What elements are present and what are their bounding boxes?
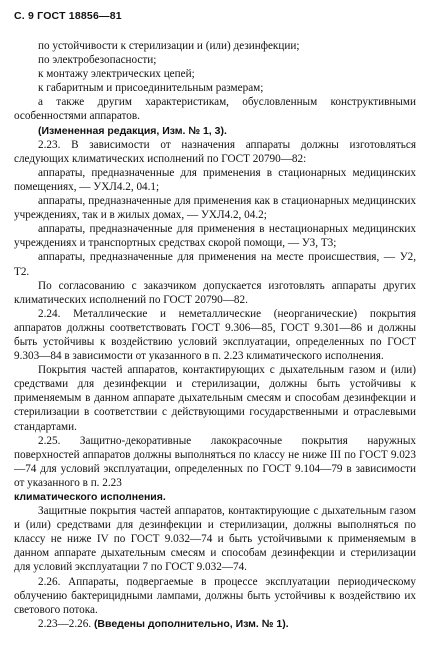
paragraph: по устойчивости к стерилизации и (или) дезинфекции;	[38, 40, 300, 52]
amendment-note-text: (Введены дополнительно, Изм. № 1).	[93, 617, 289, 630]
page-header: С. 9 ГОСТ 18856—81	[14, 10, 122, 22]
section-2-25: 2.25. Защитно-декоративные лакокрасочные покрытия наружных поверхностей аппаратов должны выполняться по классу не ниже III по ГОСТ 9.023—74 для условий эксплуатации, определенных по ГОСТ 9.104—79 в зависимости от указанного в п. 2.23	[14, 434, 416, 489]
paragraph: аппараты, предназначенные для применения как в стационарных медицинских учреждениях, так и в жилых домах, — УХЛ4.2, 04.2;	[14, 195, 416, 222]
paragraph: к габаритным и присоединительным размерам;	[38, 82, 264, 95]
section-2-26: 2.26. Аппараты, подвергаемые в процессе эксплуатации периодическому облучению бактерицидными лампами, должны быть устойчивы к воздействию их светового потока.	[14, 575, 416, 616]
section-range: 2.23—2.26.	[38, 617, 92, 630]
document-body	[14, 39, 416, 631]
paragraph: по электробезопасности;	[38, 54, 157, 67]
paragraph: По согласованию с заказчиком допускается изготовлять аппараты других климатических исполнений по ГОСТ 20790—82.	[14, 279, 416, 306]
climate-execution-bold: климатического исполнения.	[14, 491, 166, 503]
paragraph: Защитные покрытия частей аппаратов, контактирующие с дыхательным газом и (или) средствами для дезинфекции и стерилизации, должны выполняться по классу не ниже IV по ГОСТ 9.032—74 и быть устойчивыми к применяемым в данном аппарате дыхательным смесям и способам дезинфекции и стерилизации для условий эксплуатации 7 по ГОСТ 9.032—74.	[14, 505, 416, 574]
section-2-24: 2.24. Металлические и неметаллические (неорганические) покрытия аппаратов должны соответствовать ГОСТ 9.306—85, ГОСТ 9.301—86 и должны быть устойчивы к воздействию условий эксплуатации, определенных по ГОСТ 9.303—84 в зависимости от указанного в п. 2.23 климатического исполнения.	[14, 307, 416, 363]
paragraph: к монтажу электрических цепей;	[38, 68, 195, 81]
amendment-note: (Измененная редакция, Изм. № 1, 3).	[38, 124, 227, 137]
paragraph: аппараты, предназначенные для применения в стационарных медицинских помещениях, — УХЛ4.2, 04.1;	[14, 166, 416, 193]
paragraph: Покрытия частей аппаратов, контактирующих с дыхательным газом и (или) средствами для дезинфекции и стерилизации, должны быть устойчивы к применяемым в данном аппарате дыхательным смесям и способам дезинфекции и стерилизации в соответствии с действующими государственными и отраслевыми стандартами.	[14, 364, 416, 433]
paragraph: аппараты, предназначенные для применения в нестационарных медицинских учреждениях и транспортных средствах скорой помощи, — УЗ, Т3;	[14, 223, 416, 250]
amendment-note-final	[14, 617, 416, 631]
paragraph: аппараты, предназначенные для применения на месте происшествия, — У2, Т2.	[14, 251, 416, 278]
paragraph: а также другим характеристикам, обусловленным конструктивными особенностями аппаратов.	[14, 96, 416, 123]
section-2-23: 2.23. В зависимости от назначения аппараты должны изготовляться следующих климатических исполнений по ГОСТ 20790—82:	[14, 138, 416, 165]
